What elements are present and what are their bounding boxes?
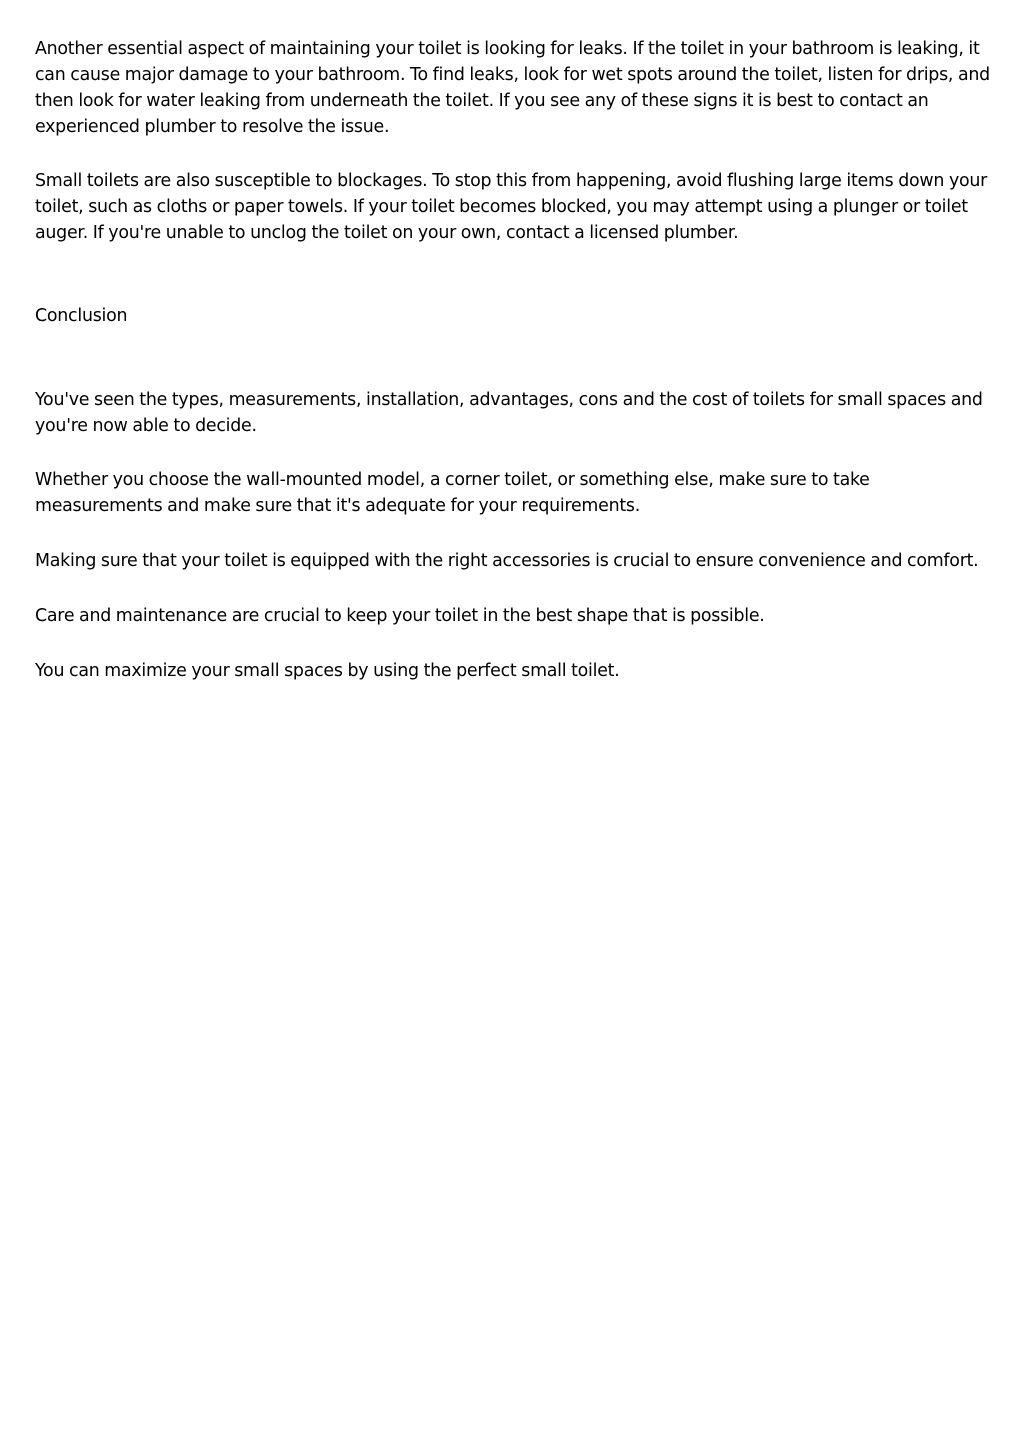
section-heading-conclusion: Conclusion [35, 306, 128, 326]
paragraph-blockages: Small toilets are also susceptible to blockages. To stop this from happening, avoid flushing large items down your toilet, such as cloths or paper towels. If your toilet becomes blocked, you may attempt using a plunger or toilet auger. If you're unable to unclog the toilet on your own, contact a licensed plumber. [35, 171, 988, 243]
paragraph-maximize-space: You can maximize your small spaces by using the perfect small toilet. [35, 661, 620, 681]
paragraph-measurements-advice: Whether you choose the wall-mounted model, a corner toilet, or something else, make sure to take measurements and make sure that it's adequate for your requirements. [35, 470, 870, 516]
paragraph-accessories: Making sure that your toilet is equipped with the right accessories is crucial to ensure convenience and comfort. [35, 551, 979, 571]
document-page [35, 36, 997, 684]
paragraph-leak-maintenance: Another essential aspect of maintaining your toilet is looking for leaks. If the toilet in your bathroom is leaking, it can cause major damage to your bathroom. To find leaks, look for wet spots around the toilet, listen for drips, and then look for water leaking from underneath the toilet. If you see any of these signs it is best to contact an experienced plumber to resolve the issue. [35, 39, 990, 137]
paragraph-care-maintenance: Care and maintenance are crucial to keep your toilet in the best shape that is possible. [35, 606, 765, 626]
paragraph-conclusion-summary: You've seen the types, measurements, installation, advantages, cons and the cost of toilets for small spaces and you're now able to decide. [35, 390, 983, 436]
